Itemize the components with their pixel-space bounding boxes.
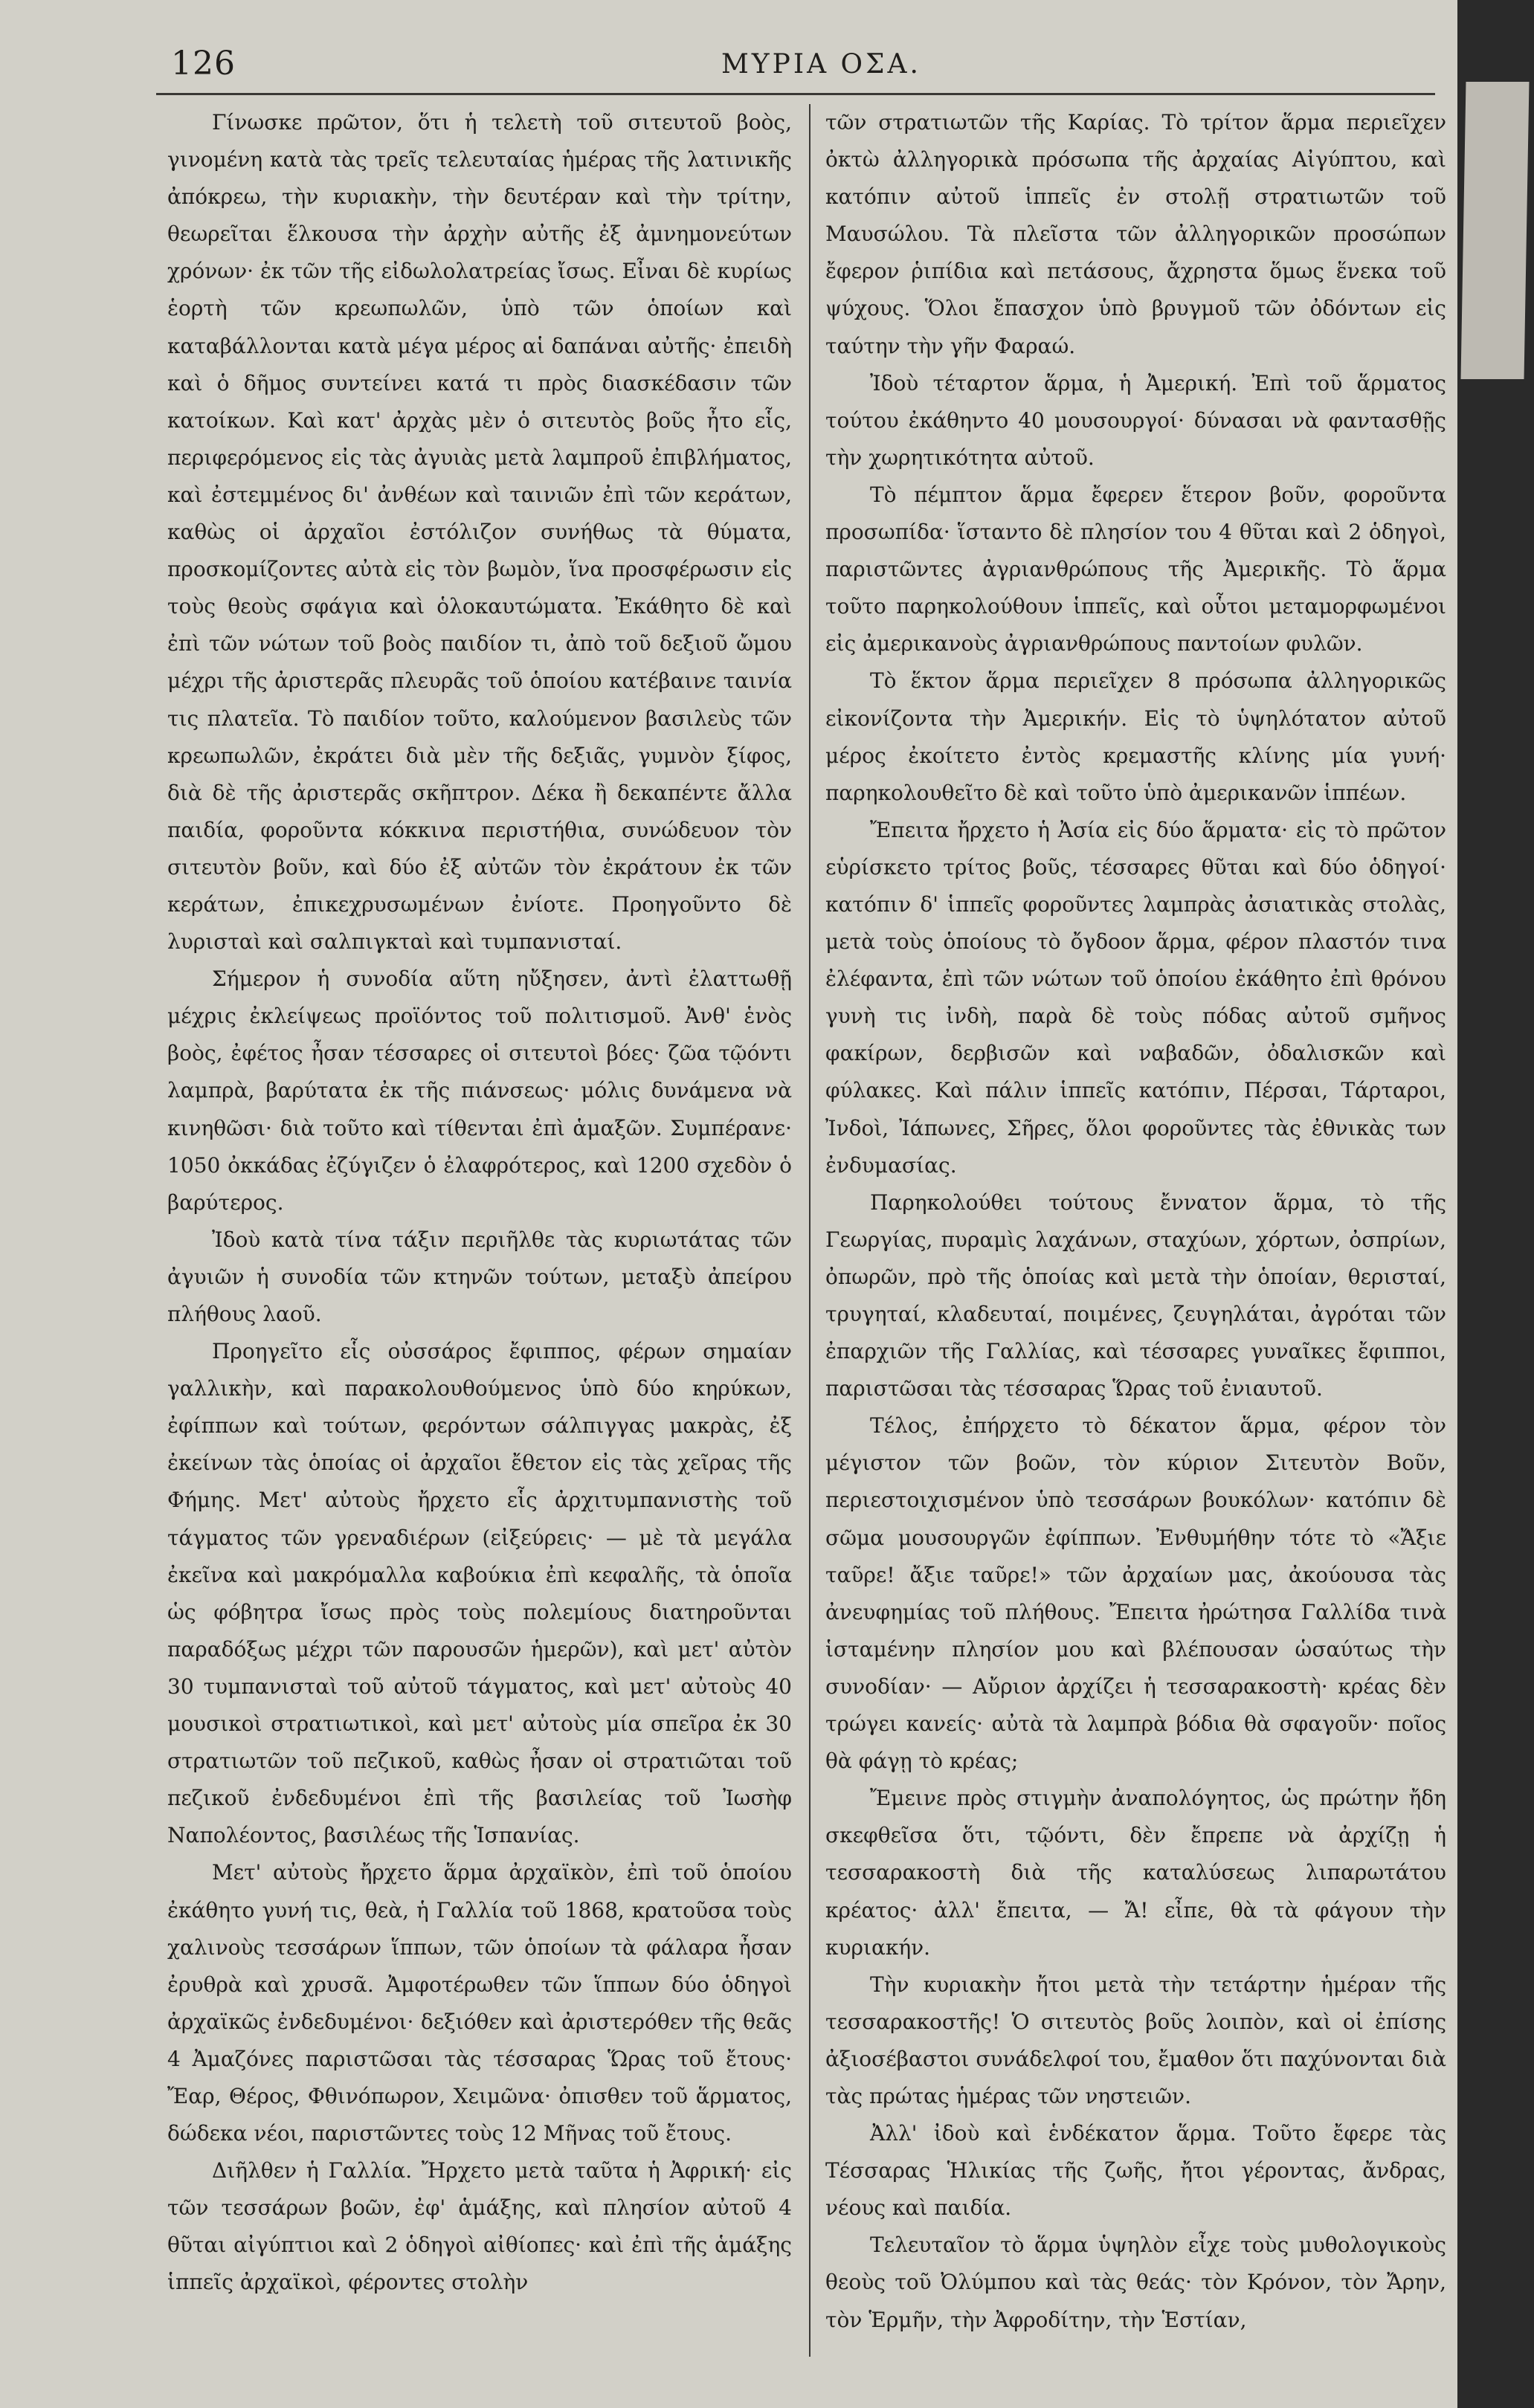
- paragraph: Ἀλλ' ἰδοὺ καὶ ἑνδέκατον ἅρμα. Τοῦτο ἔφερε τὰς Τέσσαρας Ἡλικίας τῆς ζωῆς, ἤτοι γέροντας, ἄνδρας, νέους καὶ παιδία.: [825, 2121, 1446, 2221]
- running-title: ΜΥΡΙΑ ΟΣΑ.: [721, 49, 921, 80]
- paragraph: Τὴν κυριακὴν ἤτοι μετὰ τὴν τετάρτην ἡμέραν τῆς τεσσαρακοστῆς! Ὁ σιτευτὸς βοῦς λοιπὸν, καὶ οἱ ἐπίσης ἀξιοσέβαστοι συνάδελφοί του, ἔμαθον ὅτι παχύνονται διὰ τὰς πρώτας ἡμέρας τῶν νηστειῶν.: [825, 1972, 1446, 2108]
- adjacent-page-strip: [1461, 82, 1530, 379]
- paragraph: Σήμερον ἡ συνοδία αὕτη ηὔξησεν, ἀντὶ ἐλαττωθῇ μέχρις ἐκλείψεως προϊόντος τοῦ πολιτισμοῦ. Ἀνθ' ἑνὸς βοὸς, ἐφέτος ἦσαν τέσσαρες οἱ σιτευτοὶ βόες· ζῶα τῷόντι λαμπρὰ, βαρύτατα ἐκ τῆς πιάνσεως· μόλις δυνάμενα νὰ κινηθῶσι· διὰ τοῦτο καὶ τίθενται ἐπὶ ἁμαξῶν. Συμπέρανε· 1050 ὀκκάδας ἐζύγιζεν ὁ ἐλαφρότερος, καὶ 1200 σχεδὸν ὁ βαρύτερος.: [167, 966, 792, 1215]
- paragraph: Τὸ ἕκτον ἅρμα περιεῖχεν 8 πρόσωπα ἀλληγορικῶς εἰκονίζοντα τὴν Ἀμερικήν. Εἰς τὸ ὑψηλότατον αὐτοῦ μέρος ἐκοίτετο ἐντὸς κρεμαστῆς κλίνης μία γυνή· παρηκολουθεῖτο δὲ καὶ τοῦτο ὑπὸ ἀμερικανῶν ἱππέων.: [825, 668, 1446, 805]
- paragraph: Ἰδοὺ τέταρτον ἅρμα, ἡ Ἀμερική. Ἐπὶ τοῦ ἅρματος τούτου ἐκάθηντο 40 μουσουργοί· δύνασαι νὰ φαντασθῇς τὴν χωρητικότητα αὐτοῦ.: [825, 370, 1446, 470]
- paragraph: Τὸ πέμπτον ἅρμα ἔφερεν ἕτερον βοῦν, φοροῦντα προσωπίδα· ἵσταντο δὲ πλησίον του 4 θῦται καὶ 2 ὁδηγοὶ, παριστῶντες ἀγριανθρώπους τῆς Ἀμερικῆς. Τὸ ἅρμα τοῦτο παρηκολούθουν ἱππεῖς, καὶ οὗτοι μεταμορφωμένοι εἰς ἀμερικανοὺς ἀγριανθρώπους παντοίων φυλῶν.: [825, 482, 1446, 656]
- paragraph: Διῆλθεν ἡ Γαλλία. Ἤρχετο μετὰ ταῦτα ἡ Ἀφρική· εἰς τῶν τεσσάρων βοῶν, ἐφ' ἁμάξης, καὶ πλησίον αὐτοῦ 4 θῦται αἰγύπτιοι καὶ 2 ὁδηγοὶ αἰθίοπες· καὶ ἐπὶ τῆς ἁμάξης ἱππεῖς ἀρχαϊκοὶ, φέροντες στολὴν: [167, 2158, 792, 2295]
- header-rule: [156, 93, 1435, 95]
- page-number: 126: [171, 45, 236, 83]
- right-column: [825, 104, 1446, 2339]
- paragraph: Τελευταῖον τὸ ἅρμα ὑψηλὸν εἶχε τοὺς μυθολογικοὺς θεοὺς τοῦ Ὀλύμπου καὶ τὰς θεάς· τὸν Κρόνον, τὸν Ἄρην, τὸν Ἑρμῆν, τὴν Ἀφροδίτην, τὴν Ἑστίαν,: [825, 2233, 1446, 2332]
- paragraph: Ἰδοὺ κατὰ τίνα τάξιν περιῆλθε τὰς κυριωτάτας τῶν ἀγυιῶν ἡ συνοδία τῶν κτηνῶν τούτων, μεταξὺ ἀπείρου πλήθους λαοῦ.: [167, 1227, 792, 1326]
- paragraph: Παρηκολούθει τούτους ἔννατον ἅρμα, τὸ τῆς Γεωργίας, πυραμὶς λαχάνων, σταχύων, χόρτων, ὀσπρίων, ὀπωρῶν, πρὸ τῆς ὁποίας καὶ μετὰ τὴν ὁποίαν, θερισταί, τρυγηταί, κλαδευταί, ποιμένες, ζευγηλάται, ἀγρόται τῶν ἐπαρχιῶν τῆς Γαλλίας, καὶ τέσσαρες γυναῖκες ἔφιπποι, παριστῶσαι τὰς τέσσαρας Ὥρας τοῦ ἐνιαυτοῦ.: [825, 1190, 1446, 1401]
- paragraph: Ἔπειτα ἤρχετο ἡ Ἀσία εἰς δύο ἅρματα· εἰς τὸ πρῶτον εὑρίσκετο τρίτος βοῦς, τέσσαρες θῦται καὶ δύο ὁδηγοί· κατόπιν δ' ἱππεῖς φοροῦντες λαμπρὰς ἀσιατικὰς στολὰς, μετὰ τοὺς ὁποίους τὸ ὄγδοον ἅρμα, φέρον πλαστόν τινα ἐλέφαντα, ἐπὶ τῶν νώτων τοῦ ὁποίου ἐκάθητο ἐπὶ θρόνου γυνὴ τις ἰνδὴ, παρὰ δὲ τοὺς πόδας αὐτοῦ σμῆνος φακίρων, δερβισῶν καὶ ναβαδῶν, ὀδαλισκῶν καὶ φύλακες. Καὶ πάλιν ἱππεῖς κατόπιν, Πέρσαι, Τάρταροι, Ἰνδοὶ, Ἰάπωνες, Σῆρες, ὅλοι φοροῦντες τὰς ἐθνικὰς των ἐνδυμασίας.: [825, 817, 1446, 1178]
- paragraph: Γίνωσκε πρῶτον, ὅτι ἡ τελετὴ τοῦ σιτευτοῦ βοὸς, γινομένη κατὰ τὰς τρεῖς τελευταίας ἡμέρας τῆς λατινικῆς ἀπόκρεω, τὴν κυριακὴν, τὴν δευτέραν καὶ τὴν τρίτην, θεωρεῖται ἕλκουσα τὴν ἀρχὴν αὐτῆς ἐξ ἀμνημονεύτων χρόνων· ἐκ τῶν τῆς εἰδωλολατρείας ἴσως. Εἶναι δὲ κυρίως ἑορτὴ τῶν κρεωπωλῶν, ὑπὸ τῶν ὁποίων καὶ καταβάλλονται κατὰ μέγα μέρος αἱ δαπάναι αὐτῆς· ἐπειδὴ καὶ ὁ δῆμος συντείνει κατά τι πρὸς διασκέδασιν τῶν κατοίκων. Καὶ κατ' ἀρχὰς μὲν ὁ σιτευτὸς βοῦς ἦτο εἷς, περιφερόμενος εἰς τὰς ἀγυιὰς μετὰ λαμπροῦ ἐπιβλήματος, καὶ ἐστεμμένος δι' ἀνθέων καὶ ταινιῶν ἐπὶ τῶν κεράτων, καθὼς οἱ ἀρχαῖοι ἐστόλιζον συνήθως τὰ θύματα, προσκομίζοντες αὐτὰ εἰς τὸν βωμὸν, ἵνα προσφέρωσιν εἰς τοὺς θεοὺς σφάγια καὶ ὁλοκαυτώματα. Ἐκάθητο δὲ καὶ ἐπὶ τῶν νώτων τοῦ βοὸς παιδίον τι, ἀπὸ τοῦ δεξιοῦ ὤμου μέχρι τῆς ἀριστερᾶς πλευρᾶς τοῦ ὁποίου κατέβαινε ταινία τις πλατεῖα. Τὸ παιδίον τοῦτο, καλούμενον βασιλεὺς τῶν κρεωπωλῶν, ἐκράτει διὰ μὲν τῆς δεξιᾶς, γυμνὸν ξίφος, διὰ δὲ τῆς ἀριστερᾶς σκῆπτρον. Δέκα ἢ δεκαπέντε ἄλλα παιδία, φοροῦντα κόκκινα περιστήθια, συνώδευον τὸν σιτευτὸν βοῦν, καὶ δύο ἐξ αὐτῶν τὸν ἐκράτουν ἐκ τῶν κεράτων, ἐπικεχρυσωμένων ἐνίοτε. Προηγοῦντο δὲ λυρισταὶ καὶ σαλπιγκταὶ καὶ τυμπανισταί.: [167, 110, 792, 955]
- paragraph: Τέλος, ἐπήρχετο τὸ δέκατον ἅρμα, φέρον τὸν μέγιστον τῶν βοῶν, τὸν κύριον Σιτευτὸν Βοῦν, περιεστοιχισμένον ὑπὸ τεσσάρων βουκόλων· κατόπιν δὲ σῶμα μουσουργῶν ἐφίππων. Ἐνθυμήθην τότε τὸ «Ἄξιε ταῦρε! ἄξιε ταῦρε!» τῶν ἀρχαίων μας, ἀκούουσα τὰς ἀνευφημίας τοῦ πλήθους. Ἔπειτα ἠρώτησα Γαλλίδα τινὰ ἱσταμένην πλησίον μου καὶ βλέπουσαν ὡσαύτως τὴν συνοδίαν· — Αὔριον ἀρχίζει ἡ τεσσαρακοστὴ· κρέας δὲν τρώγει κανείς· αὐτὰ τὰ λαμπρὰ βόδια θὰ σφαγοῦν· ποῖος θὰ φάγῃ τὸ κρέας;: [825, 1413, 1446, 1774]
- adjacent-page-edge: [1457, 0, 1534, 2408]
- paragraph: Μετ' αὐτοὺς ἤρχετο ἅρμα ἀρχαϊκὸν, ἐπὶ τοῦ ὁποίου ἐκάθητο γυνή τις, θεὰ, ἡ Γαλλία τοῦ 1868, κρατοῦσα τοὺς χαλινοὺς τεσσάρων ἵππων, τῶν ὁποίων τὰ φάλαρα ἦσαν ἐρυθρὰ καὶ χρυσᾶ. Ἀμφοτέρωθεν τῶν ἵππων δύο ὁδηγοὶ ἀρχαϊκῶς ἐνδεδυμένοι· δεξιόθεν καὶ ἀριστερόθεν τῆς θεᾶς 4 Ἀμαζόνες παριστῶσαι τὰς τέσσαρας Ὥρας τοῦ ἔτους· Ἔαρ, Θέρος, Φθινόπωρον, Χειμῶνα· ὀπισθεν τοῦ ἅρματος, δώδεκα νέοι, παριστῶντες τοὺς 12 Μῆνας τοῦ ἔτους.: [167, 1860, 792, 2146]
- column-divider: [809, 104, 810, 2357]
- paragraph: τῶν στρατιωτῶν τῆς Καρίας. Τὸ τρίτον ἅρμα περιεῖχεν ὀκτὼ ἀλληγορικὰ πρόσωπα τῆς ἀρχαίας Αἰγύπτου, καὶ κατόπιν αὐτοῦ ἱππεῖς ἐν στολῇ στρατιωτῶν τοῦ Μαυσώλου. Τὰ πλεῖστα τῶν ἀλληγορικῶν προσώπων ἔφερον ῥιπίδια καὶ πετάσους, ἄχρηστα ὅμως ἕνεκα τοῦ ψύχους. Ὅλοι ἔπασχον ὑπὸ βρυγμοῦ τῶν ὀδόντων εἰς ταύτην τὴν γῆν Φαραώ.: [825, 110, 1446, 358]
- paragraph: Ἔμεινε πρὸς στιγμὴν ἀναπολόγητος, ὡς πρώτην ἤδη σκεφθεῖσα ὅτι, τῷόντι, δὲν ἔπρεπε νὰ ἀρχίζῃ ἡ τεσσαρακοστὴ διὰ τῆς καταλύσεως λιπαρωτάτου κρέατος· ἀλλ' ἔπειτα, — Ἄ! εἶπε, θὰ τὰ φάγουν τὴν κυριακήν.: [825, 1786, 1446, 1960]
- page-header: [0, 22, 1457, 89]
- paragraph: Προηγεῖτο εἷς οὐσσάρος ἔφιππος, φέρων σημαίαν γαλλικὴν, καὶ παρακολουθούμενος ὑπὸ δύο κηρύκων, ἐφίππων καὶ τούτων, φερόντων σάλπιγγας μακρὰς, ἐξ ἐκείνων τὰς ὁποίας οἱ ἀρχαῖοι ἔθετον εἰς τὰς χεῖρας τῆς Φήμης. Μετ' αὐτοὺς ἤρχετο εἷς ἀρχιτυμπανιστὴς τοῦ τάγματος τῶν γρεναδιέρων (εἰξεύρεις· — μὲ τὰ μεγάλα ἐκεῖνα καὶ μακρόμαλλα καβούκια ἐπὶ κεφαλῆς, τὰ ὁποῖα ὡς φόβητρα ἴσως πρὸς τοὺς πολεμίους διατηροῦνται παραδόξως μέχρι τῶν παρουσῶν ἡμερῶν), καὶ μετ' αὐτὸν 30 τυμπανισταὶ τοῦ αὐτοῦ τάγματος, καὶ μετ' αὐτοὺς 40 μουσικοὶ στρατιωτικοὶ, καὶ μετ' αὐτοὺς μία σπεῖρα ἐκ 30 στρατιωτῶν τοῦ πεζικοῦ, καθὼς ἦσαν οἱ στρατιῶται τοῦ πεζικοῦ ἐνδεδυμένοι ἐπὶ τῆς βασιλείας τοῦ Ἰωσὴφ Ναπολέοντος, βασιλέως τῆς Ἱσπανίας.: [167, 1339, 792, 1848]
- left-column: [167, 104, 792, 2302]
